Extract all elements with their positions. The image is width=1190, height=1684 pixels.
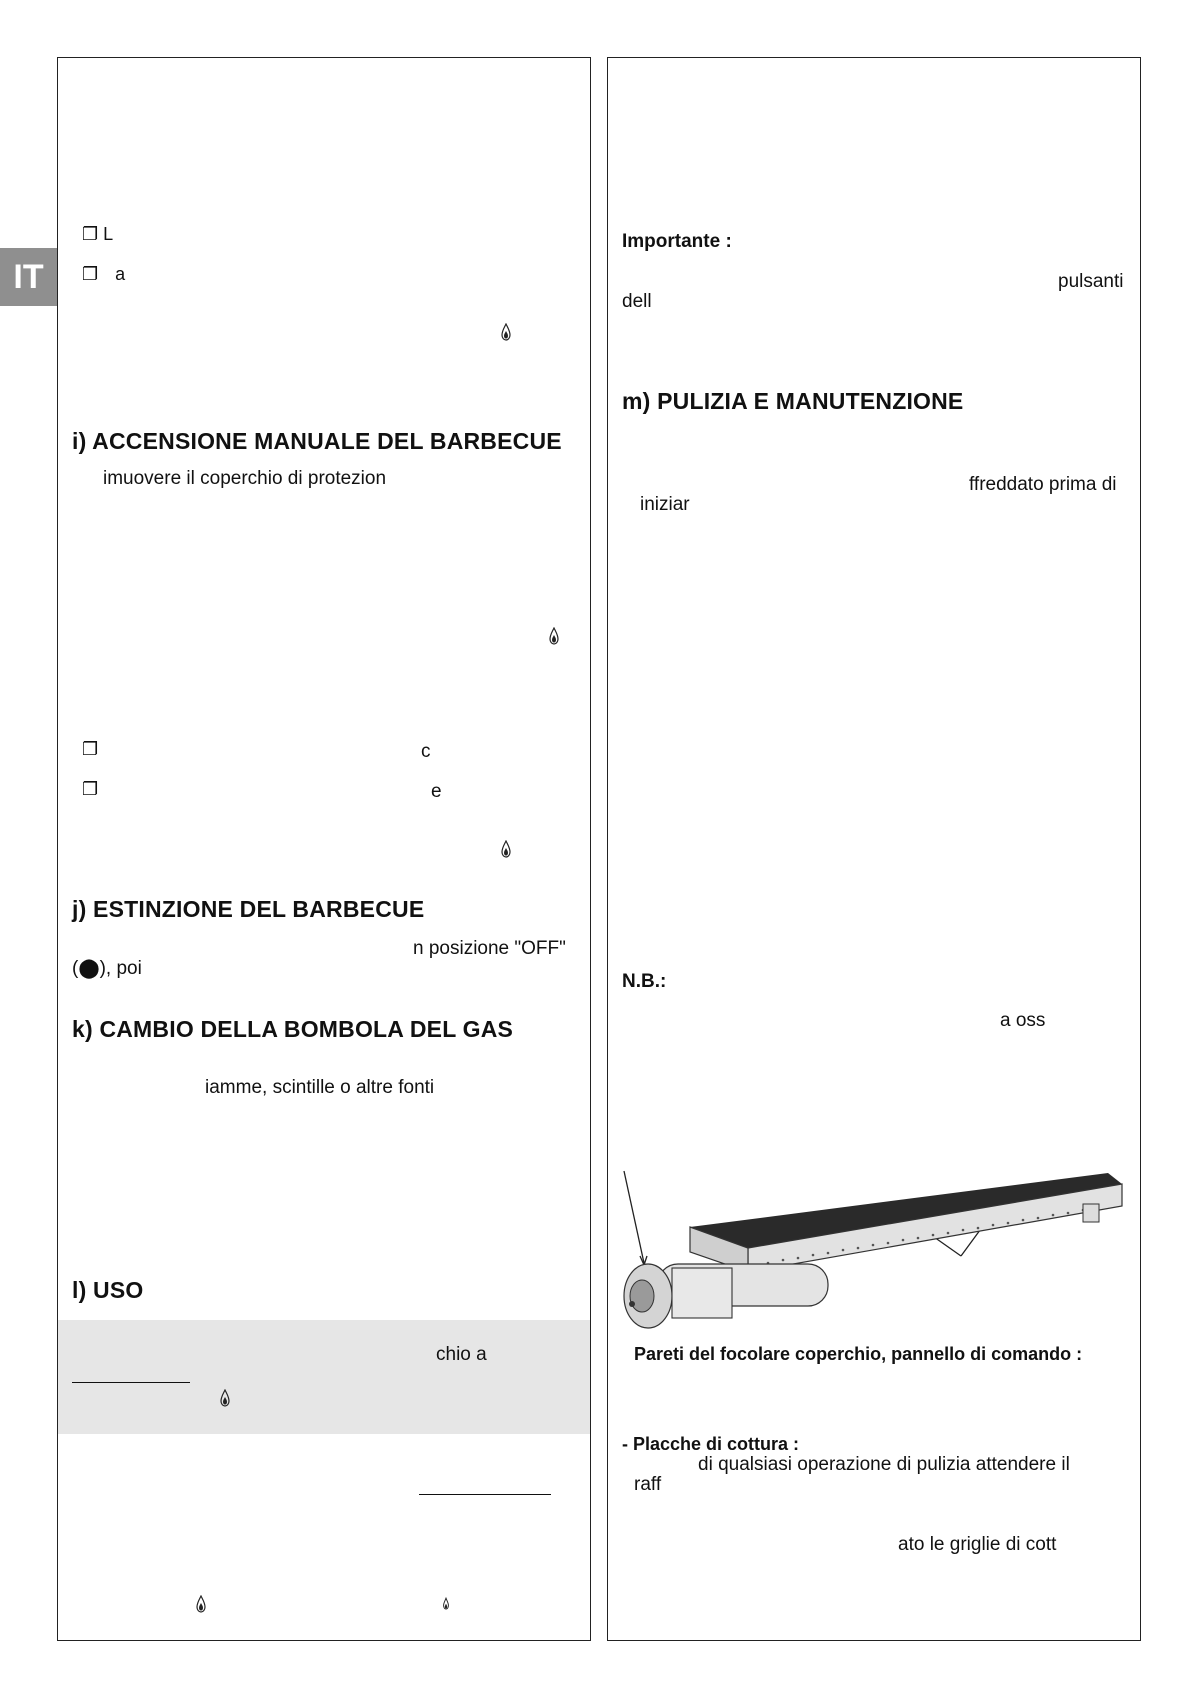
flame-low-icon <box>442 1595 450 1611</box>
checkbox-item <box>82 224 113 245</box>
placche-label: - Placche di cottura : <box>622 1434 800 1454</box>
checkbox-text: a <box>115 264 126 284</box>
section-j-title: j) ESTINZIONE DEL BARBECUE <box>72 896 425 922</box>
checkbox-item <box>82 264 125 285</box>
checkbox-icon: ❐ <box>82 224 99 244</box>
importante-label: Importante : <box>622 231 732 252</box>
checkbox-text: c <box>421 741 431 762</box>
checkbox-item <box>82 739 98 760</box>
underline-rule <box>72 1382 190 1383</box>
checkbox-text: e <box>431 781 442 802</box>
nb-label: N.B.: <box>622 971 667 992</box>
left-column <box>57 57 591 1641</box>
flame-icon <box>220 1389 230 1407</box>
caption-walls: Pareti del focolare coperchio, pannello di comando : <box>634 1344 1083 1364</box>
placche-text: di qualsiasi operazione di pulizia attendere il <box>698 1454 1070 1475</box>
flame-icon <box>501 840 511 858</box>
flame-icon <box>549 627 559 645</box>
underline-rule <box>419 1494 551 1495</box>
section-i-title: i) ACCENSIONE MANUALE DEL BARBECUE <box>72 428 562 454</box>
section-i-text: imuovere il coperchio di protezion <box>103 468 387 489</box>
importante-text: pulsanti <box>1058 271 1124 292</box>
section-j-text: n posizione "OFF" <box>413 938 566 959</box>
checkbox-icon: ❐ <box>82 264 99 284</box>
shaded-note-text: chio a <box>436 1344 487 1365</box>
language-label: IT <box>13 257 44 296</box>
checkbox-icon: ❐ <box>82 779 99 799</box>
checkbox-text: L <box>103 224 114 244</box>
importante-text: dell <box>622 291 652 312</box>
section-l-title: l) USO <box>72 1277 144 1303</box>
flame-icon <box>196 1595 206 1613</box>
section-k-text: iamme, scintille o altre fonti <box>205 1077 435 1098</box>
right-column <box>607 57 1141 1641</box>
section-k-title: k) CAMBIO DELLA BOMBOLA DEL GAS <box>72 1016 514 1042</box>
language-tab <box>0 248 57 306</box>
shaded-note-box <box>58 1320 590 1434</box>
section-m-text: iniziar <box>640 494 690 515</box>
section-m-title: m) PULIZIA E MANUTENZIONE <box>622 388 964 414</box>
section-j-text: (⬤), poi <box>72 958 142 979</box>
checkbox-icon: ❐ <box>82 739 99 759</box>
flame-icon <box>501 323 511 341</box>
checkbox-item <box>82 779 98 800</box>
nb-text: a oss <box>1000 1010 1046 1031</box>
placche-text: ato le griglie di cott <box>898 1534 1057 1555</box>
placche-text: raff <box>634 1474 662 1495</box>
section-m-text: ffreddato prima di <box>969 474 1117 495</box>
